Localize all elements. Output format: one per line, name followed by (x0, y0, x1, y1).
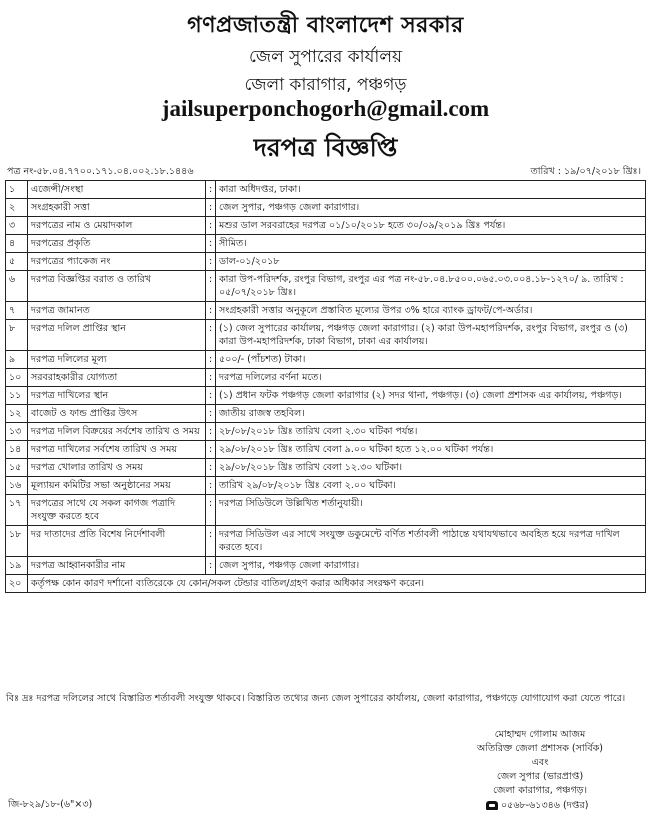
row-value: দরপত্র সিডিউল এর সাথে সংযুক্ত ডকুমেন্টে বর্ণিত শর্তাবলী পাঠান্তে যথাযথভাবে অবহিত হয়ে দরপত্র দাখিল করতে হবে। (216, 526, 646, 557)
row-number: ২০ (6, 575, 28, 593)
memo-date: তারিখ : ১৯/০৭/২০১৮ খ্রিঃ। (530, 166, 641, 177)
row-value: (১) প্রধান ফটক পঞ্চগড় জেলা কারাগার (২) সদর থানা, পঞ্চগড়। (৩) জেলা প্রশাসক এর কার্যালয়, পঞ্চগড়। (216, 387, 646, 405)
row-label: দরপত্র জামানত (28, 302, 206, 320)
row-colon: : (206, 495, 216, 526)
row-label: দরপত্রের প্রকৃতি (28, 235, 206, 253)
row-value: তারিখ ২৯/০৮/২০১৮ খ্রিঃ বেলা ২.০০ ঘটিকা। (216, 477, 646, 495)
signatory-designation: অতিরিক্ত জেলা প্রশাসক (সার্বিক) (477, 743, 603, 754)
row-colon: : (206, 459, 216, 477)
tender-details-table (5, 180, 646, 593)
row-label: দরপত্রের সাথে যে সকল কাগজ পত্রাদি সংযুক্ত করতে হবে (28, 495, 206, 526)
row-colon: : (206, 557, 216, 575)
phone-number: ০৫৬৮-৬১৩৪৬ (দপ্তর) (501, 800, 589, 811)
row-label: সংগ্রহকারী সত্তা (28, 199, 206, 217)
table-row (6, 387, 646, 405)
row-label: দরপত্র দাখিলের সর্বশেষ তারিখ ও সময় (28, 441, 206, 459)
row-label: দরপত্র আহ্বানকারীর নাম (28, 557, 206, 575)
table-row (6, 423, 646, 441)
row-value: কারা অধিদপ্তর, ঢাকা। (216, 181, 646, 199)
row-label: দরপত্র দলিলের মূল্য (28, 351, 206, 369)
tender-details-body (6, 181, 646, 593)
row-number: ৫ (6, 253, 28, 271)
row-colon: : (206, 217, 216, 235)
signatory-place: জেলা কারাগার, পঞ্চগড়। (493, 785, 587, 796)
office-name: জেল সুপারের কার্যালয় (248, 47, 403, 67)
row-value: ২৮/০৮/২০১৮ খ্রিঃ তারিখ বেলা ২.৩০ ঘটিকা পর্যন্ত। (216, 423, 646, 441)
row-number: ৬ (6, 271, 28, 302)
office-phone (486, 799, 588, 814)
row-colon: : (206, 405, 216, 423)
row-value: ২৯/০৮/২০১৮ খ্রিঃ তারিখ বেলা ১২.৩০ ঘটিকা। (216, 459, 646, 477)
row-number: ১৩ (6, 423, 28, 441)
row-value: জেল সুপার, পঞ্চগড় জেলা কারাগার। (216, 557, 646, 575)
row-colon: : (206, 320, 216, 351)
row-colon: : (206, 387, 216, 405)
table-row (6, 405, 646, 423)
row-label: দরপত্রের প্যাকেজ নং (28, 253, 206, 271)
table-row-rights (6, 575, 646, 593)
row-number: ১৬ (6, 477, 28, 495)
signature-block (440, 728, 640, 798)
row-label: দরপত্র দাখিলের স্থান (28, 387, 206, 405)
row-value: সীমিত। (216, 235, 646, 253)
notice-title: দরপত্র বিজ্ঞপ্তি (253, 133, 398, 162)
row-number: ৩ (6, 217, 28, 235)
signatory-name: মোহাম্মদ গোলাম আজম (494, 729, 586, 740)
row-colon: : (206, 199, 216, 217)
row-colon: : (206, 423, 216, 441)
table-row (6, 495, 646, 526)
row-number: ১২ (6, 405, 28, 423)
row-label: দরপত্র দলিল প্রাপ্তির স্থান (28, 320, 206, 351)
row-number: ১৫ (6, 459, 28, 477)
row-value: সংগ্রহকারী সত্তার অনুকূলে প্রস্তাবিত মূল্যের উপর ৩% হারে ব্যাংক ড্রাফট/পে-অর্ডার। (216, 302, 646, 320)
row-colon: : (206, 253, 216, 271)
row-label: দর দাতাদের প্রতি বিশেষ নির্দেশাবলী (28, 526, 206, 557)
row-value: জেল সুপার, পঞ্চগড় জেলা কারাগার। (216, 199, 646, 217)
row-value: ডাল-০১/২০১৮ (216, 253, 646, 271)
phone-icon (486, 801, 498, 810)
table-row (6, 320, 646, 351)
signatory-and: এবং (531, 757, 549, 768)
row-colon: : (206, 302, 216, 320)
row-number: ১১ (6, 387, 28, 405)
row-label: সরবরাহকারীর যোগ্যতা (28, 369, 206, 387)
table-row (6, 557, 646, 575)
row-value: ২৯/০৮/২০১৮ খ্রিঃ তারিখ বেলা ৯.০০ ঘটিকা হতে ১২.০০ ঘটিকা পর্যন্ত। (216, 441, 646, 459)
table-row (6, 351, 646, 369)
row-colon: : (206, 235, 216, 253)
row-number: ৮ (6, 320, 28, 351)
row-label: দরপত্র বিজ্ঞপ্তির বরাত ও তারিখ (28, 271, 206, 302)
row-value: দরপত্র দলিলের বর্ণনা মতে। (216, 369, 646, 387)
table-row (6, 459, 646, 477)
table-row (6, 253, 646, 271)
table-row (6, 235, 646, 253)
special-note: বিঃ দ্রঃ দরপত্র দলিলের সাথে বিস্তারিত শর্তাবলী সংযুক্ত থাকবে। বিস্তারিত তথ্যের জন্য জেল সুপারের কার্যালয়, জেলা কারাগার, পঞ্চগড়ে যোগাযোগ করা যেতে পারে। (6, 693, 626, 704)
table-row (6, 526, 646, 557)
memo-reference: পত্র নং-৫৮.০৪.৭৭০০.১৭১.০৪.০০২.১৮.১৪৪৬ (7, 166, 194, 177)
row-value: মশুর ডাল সরবরাহের দরপত্র ০১/১০/২০১৮ হতে ৩০/০৯/২০১৯ খ্রিঃ পর্যন্ত। (216, 217, 646, 235)
publication-code: জি-৮২৯/১৮-(৬"×৩) (8, 799, 93, 810)
table-row (6, 199, 646, 217)
row-value: জাতীয় রাজস্ব তহবিল। (216, 405, 646, 423)
row-label: এজেন্সী/সংস্থা (28, 181, 206, 199)
jail-name: জেলা কারাগার, পঞ্চগড় (244, 75, 407, 95)
row-number: ৪ (6, 235, 28, 253)
table-row (6, 302, 646, 320)
row-number: ১০ (6, 369, 28, 387)
signatory-role: জেল সুপার (ভারপ্রাপ্ত) (496, 771, 584, 782)
table-row (6, 477, 646, 495)
row-value: ৫০০/- (পাঁচশত) টাকা। (216, 351, 646, 369)
row-number: ২ (6, 199, 28, 217)
row-label: দরপত্র খোলার তারিখ ও সময় (28, 459, 206, 477)
row-colon: : (206, 441, 216, 459)
table-row (6, 441, 646, 459)
row-colon: : (206, 477, 216, 495)
row-colon: : (206, 271, 216, 302)
table-row (6, 217, 646, 235)
row-label: দরপত্রের নাম ও মেয়াদকাল (28, 217, 206, 235)
row-colon: : (206, 181, 216, 199)
row-number: ৭ (6, 302, 28, 320)
row-value: কারা উপ-পরিদর্শক, রংপুর বিভাগ, রংপুর এর পত্র নং-৫৮.০৪.৮৫০০.০৬৫.০৩.০০৪.১৮-১২৭০/ ৯. তারিখ : ০৫/০৭/২০১৮ খ্রিঃ। (216, 271, 646, 302)
government-heading: গণপ্রজাতন্ত্রী বাংলাদেশ সরকার (187, 13, 464, 38)
row-number: ৯ (6, 351, 28, 369)
row-number: ১৪ (6, 441, 28, 459)
row-number: ১৮ (6, 526, 28, 557)
rights-reservation-text: কর্তৃপক্ষ কোন কারণ দর্শানো ব্যতিরেকে যে কোন/সকল টেন্ডার বাতিল/গ্রহণ করার অধিকার সংরক্ষণ করেন। (28, 575, 646, 593)
row-colon: : (206, 351, 216, 369)
row-number: ১৭ (6, 495, 28, 526)
row-label: মূল্যায়ন কমিটির সভা অনুষ্ঠানের সময় (28, 477, 206, 495)
row-colon: : (206, 369, 216, 387)
row-label: দরপত্র দলিল বিক্রয়ের সর্বশেষ তারিখ ও সময় (28, 423, 206, 441)
row-value: (১) জেল সুপারের কার্যালয়, পঞ্চগড় জেলা কারাগার। (২) কারা উপ-মহাপরিদর্শক, রংপুর বিভাগ, রংপুর ও (৩) কারা উপ-মহাপরিদর্শক, ঢাকা বিভাগ, ঢাকা এর কার্যালয়। (216, 320, 646, 351)
email-address: jailsuperponchogorh@gmail.com (161, 96, 490, 121)
table-row (6, 181, 646, 199)
row-label: বাজেট ও ফান্ড প্রাপ্তির উৎস (28, 405, 206, 423)
table-row (6, 369, 646, 387)
row-number: ১৯ (6, 557, 28, 575)
table-row (6, 271, 646, 302)
row-value: দরপত্র সিডিউলে উল্লিখিত শর্তানুযায়ী। (216, 495, 646, 526)
row-colon: : (206, 526, 216, 557)
row-number: ১ (6, 181, 28, 199)
